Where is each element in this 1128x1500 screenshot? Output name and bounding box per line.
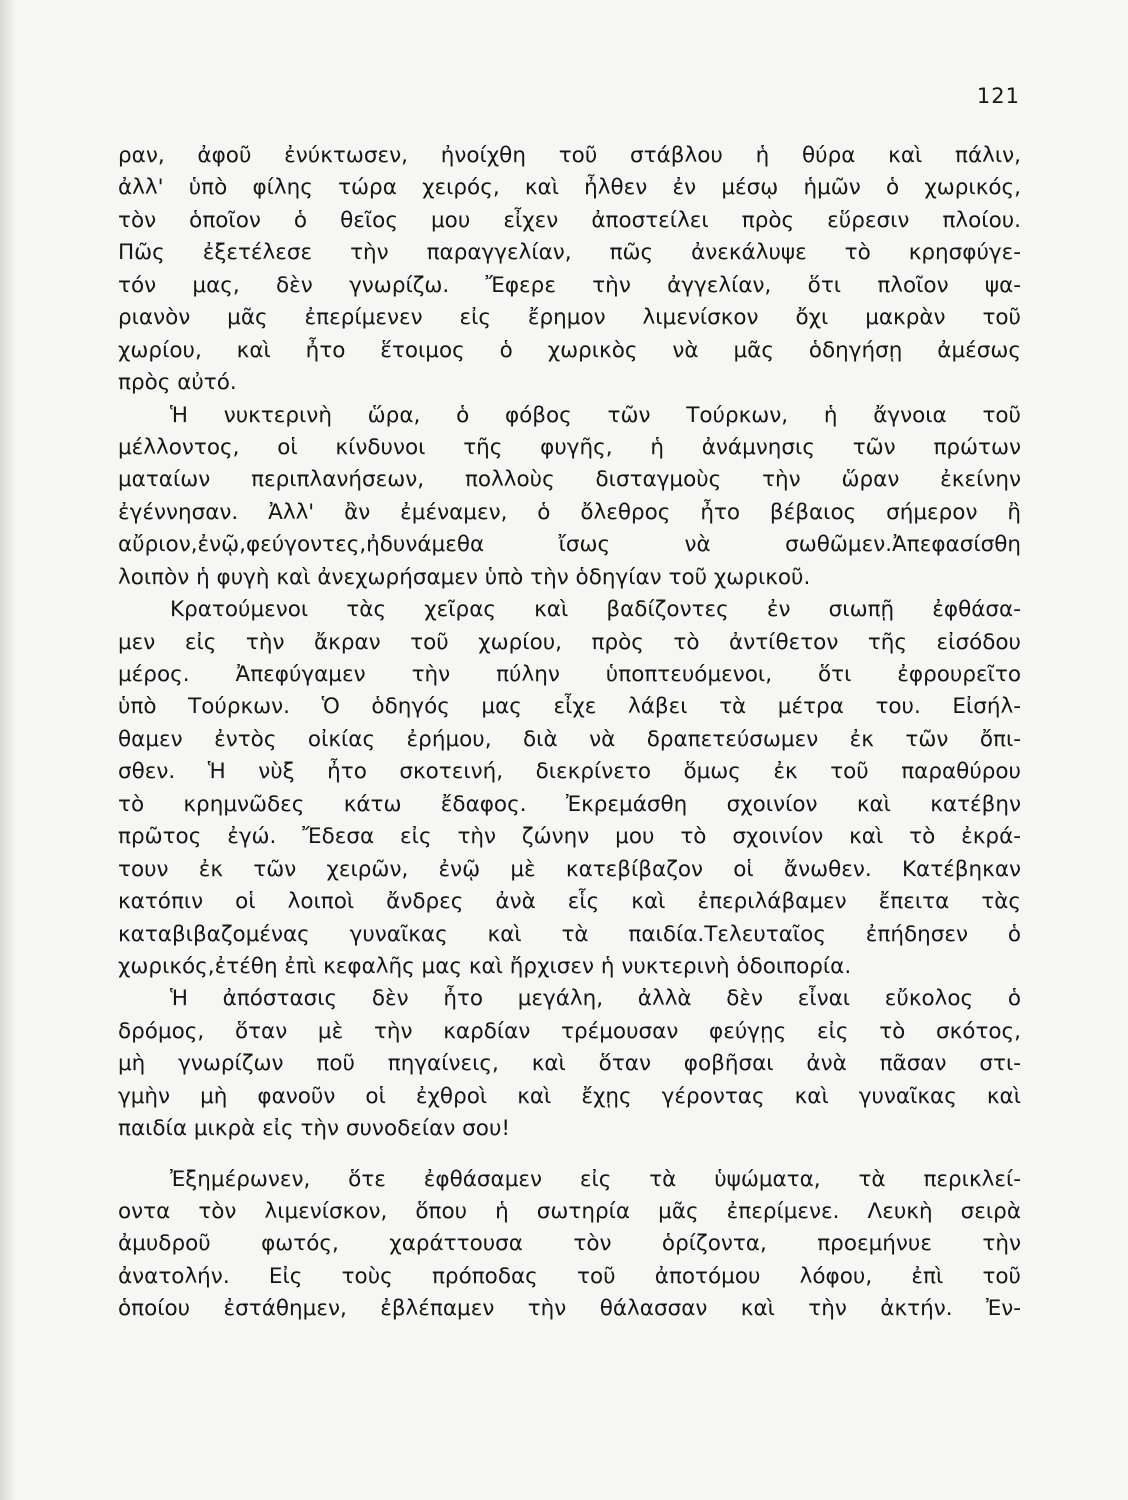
text-line: τὸν ὁποῖον ὁ θεῖος μου εἶχεν ἀποστείλει πρὸς εὕρεσιν πλοίου. (118, 207, 1021, 233)
text-line: πρῶτος ἐγώ. Ἔδεσα εἰς τὴν ζώνην μου τὸ σχοινίον καὶ τὸ ἐκρά- (118, 824, 1021, 850)
text-line: ὁποίου ἐστάθημεν, ἐβλέπαμεν τὴν θάλασσαν καὶ τὴν ἀκτήν. Ἐν- (118, 1296, 1021, 1322)
text-line: ἀνατολήν. Εἰς τοὺς πρόποδας τοῦ ἀποτόμου λόφου, ἐπὶ τοῦ (118, 1263, 1021, 1289)
text-line: ἀλλ' ὑπὸ φίλης τώρα χειρός, καὶ ἦλθεν ἐν μέσῳ ἡμῶν ὁ χωρικός, (118, 175, 1021, 201)
text-line: τόν μας, δὲν γνωρίζω. Ἔφερε τὴν ἀγγελίαν, ὅτι πλοῖον ψα- (118, 272, 1021, 298)
text-line: γμὴν μὴ φανοῦν οἱ ἐχθροὶ καὶ ἔχῃς γέροντας καὶ γυναῖκας καὶ (118, 1083, 1021, 1109)
text-line: ὑπὸ Τούρκων. Ὁ ὁδηγός μας εἶχε λάβει τὰ μέτρα του. Εἰσήλ- (118, 694, 1021, 720)
text-line: μέρος. Ἀπεφύγαμεν τὴν πύλην ὑποπτευόμενοι, ὅτι ἐφρουρεῖτο (118, 662, 1021, 687)
text-line: κατόπιν οἱ λοιποὶ ἄνδρες ἀνὰ εἷς καὶ ἐπεριλάβαμεν ἔπειτα τὰς (118, 889, 1021, 915)
text-line: χωρίου, καὶ ἦτο ἕτοιμος ὁ χωρικὸς νὰ μᾶς ὁδηγήσῃ ἀμέσως (118, 337, 1021, 363)
paragraph-gap (118, 1146, 1021, 1164)
text-line: καταβιβαζομένας γυναῖκας καὶ τὰ παιδία.Τελευταῖος ἐπήδησεν ὁ (118, 921, 1021, 947)
text-line: παιδία μικρὰ εἰς τὴν συνοδείαν σου! (118, 1116, 511, 1142)
text-line: ἀμυδροῦ φωτός, χαράττουσα τὸν ὁρίζοντα, προεμήνυε τὴν (118, 1231, 1021, 1257)
text-line: Πῶς ἐξετέλεσε τὴν παραγγελίαν, πῶς ἀνεκάλυψε τὸ κρησφύγε- (118, 240, 1021, 266)
text-line: τὸ κρημνῶδες κάτω ἔδαφος. Ἐκρεμάσθη σχοινίον καὶ κατέβην (118, 791, 1021, 817)
binding-shadow (0, 0, 16, 1500)
text-line: Ἡ νυκτερινὴ ὥρα, ὁ φόβος τῶν Τούρκων, ἡ ἄγνοια τοῦ (170, 402, 1021, 428)
paragraph (118, 1164, 1021, 1326)
text-line: πρὸς αὐτό. (118, 370, 237, 396)
text-line: χωρικός,ἐτέθη ἐπὶ κεφαλῆς μας καὶ ἤρχισεν ἡ νυκτερινὴ ὁδοιπορία. (118, 953, 852, 979)
paragraph (118, 983, 1021, 1145)
text-line: μεν εἰς τὴν ἄκραν τοῦ χωρίου, πρὸς τὸ ἀντίθετον τῆς εἰσόδου (118, 629, 1021, 655)
text-line: ματαίων περιπλανήσεων, πολλοὺς δισταγμοὺς τὴν ὥραν ἐκείνην (118, 467, 1021, 493)
text-line: μὴ γνωρίζων ποῦ πηγαίνεις, καὶ ὅταν φοβῆσαι ἀνὰ πᾶσαν στι- (118, 1051, 1021, 1077)
text-line: θαμεν ἐντὸς οἰκίας ἐρήμου, διὰ νὰ δραπετεύσωμεν ἐκ τῶν ὄπι- (118, 726, 1021, 752)
text-line: δρόμος, ὅταν μὲ τὴν καρδίαν τρέμουσαν φεύγῃς εἰς τὸ σκότος, (118, 1018, 1021, 1044)
text-line: Ἡ ἀπόστασις δὲν ἦτο μεγάλη, ἀλλὰ δὲν εἶναι εὔκολος ὁ (170, 986, 1021, 1012)
text-line: οντα τὸν λιμενίσκον, ὅπου ἡ σωτηρία μᾶς ἐπερίμενε. Λευκὴ σειρὰ (118, 1199, 1021, 1224)
text-line: σθεν. Ἡ νὺξ ἦτο σκοτεινή, διεκρίνετο ὅμως ἐκ τοῦ παραθύρου (118, 759, 1021, 785)
text-line: ραν, ἀφοῦ ἐνύκτωσεν, ἠνοίχθη τοῦ στάβλου ἡ θύρα καὶ πάλιν, (118, 143, 1021, 168)
page-number: 121 (976, 84, 1020, 108)
paragraph (118, 140, 1021, 400)
text-line: Ἐξημέρωνεν, ὅτε ἐφθάσαμεν εἰς τὰ ὑψώματα, τὰ περικλεί- (170, 1166, 1021, 1192)
paragraph (118, 594, 1021, 983)
text-line: Κρατούμενοι τὰς χεῖρας καὶ βαδίζοντες ἐν σιωπῇ ἐφθάσα- (170, 597, 1021, 623)
text-line: λοιπὸν ἡ φυγὴ καὶ ἀνεχωρήσαμεν ὑπὸ τὴν ὁδηγίαν τοῦ χωρικοῦ. (118, 564, 811, 590)
text-line: τουν ἐκ τῶν χειρῶν, ἐνῷ μὲ κατεβίβαζον οἱ ἄνωθεν. Κατέβηκαν (118, 856, 1021, 882)
text-line: ἐγέννησαν. Ἀλλ' ἂν ἐμέναμεν, ὁ ὄλεθρος ἦτο βέβαιος σήμερον ἢ (118, 499, 1021, 525)
text-line: αὔριον,ἐνῷ,φεύγοντες,ἠδυνάμεθα ἴσως νὰ σωθῶμεν.Ἀπεφασίσθη (118, 532, 1021, 558)
text-line: μέλλοντος, οἱ κίνδυνοι τῆς φυγῆς, ἡ ἀνάμνησις τῶν πρώτων (118, 434, 1021, 460)
body-text (118, 140, 1021, 1326)
text-line: ριανὸν μᾶς ἐπερίμενεν εἰς ἔρημον λιμενίσκον ὄχι μακρὰν τοῦ (118, 305, 1021, 331)
paragraph (118, 400, 1021, 595)
